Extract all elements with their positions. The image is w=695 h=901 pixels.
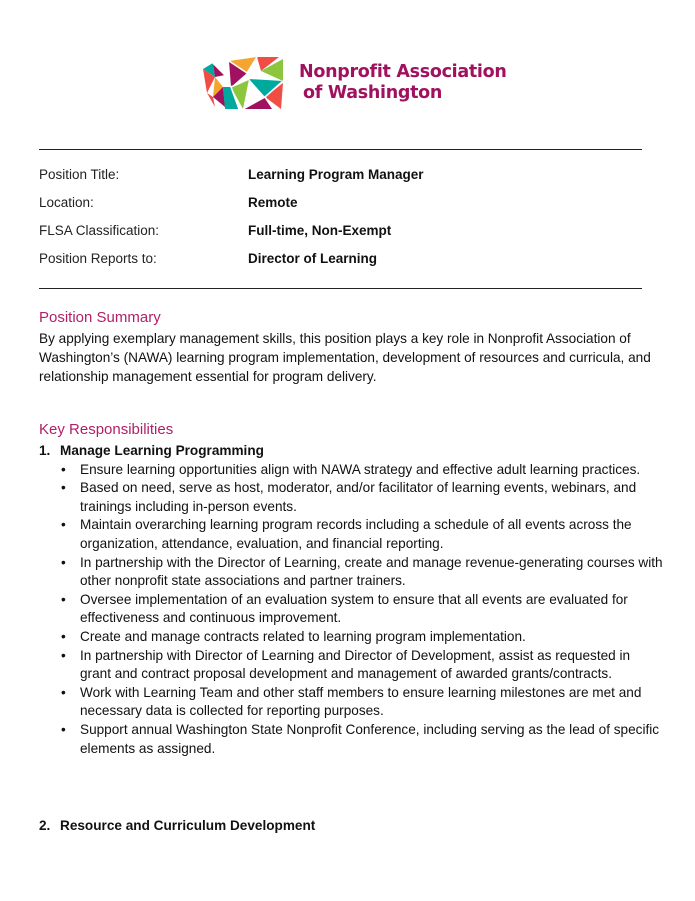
info-label: Position Title: [39, 166, 120, 182]
section-number: 2. [39, 818, 51, 833]
info-value: Full-time, Non-Exempt [248, 222, 392, 238]
info-row-flsa [39, 216, 642, 244]
organization-name-line1: Nonprofit Association [299, 62, 507, 82]
info-row-location [39, 188, 642, 216]
info-label: FLSA Classification: [39, 222, 160, 238]
position-summary-text: By applying exemplary management skills, this position plays a key role in Nonprofit Association of Washington’s (NAWA) learning program implementation, development of resources and curricula, and relationship management essential for program delivery. [39, 331, 651, 384]
section-number: 1. [39, 443, 51, 458]
list-item: • Based on need, serve as host, moderator, and/or facilitator of learning events, webinars, and trainings including in-person events. [61, 479, 664, 516]
responsibility-heading [39, 442, 664, 461]
responsibilities-list [39, 442, 664, 758]
bullet-list [39, 461, 664, 759]
list-item: • Maintain overarching learning program records including a schedule of all events across the organization, attendance, evaluation, and financial reporting. [61, 516, 664, 553]
responsibility-section-2 [39, 817, 664, 836]
organization-name [299, 62, 507, 104]
list-item: • Create and manage contracts related to learning program implementation. [61, 628, 664, 647]
position-info-table [39, 160, 642, 272]
list-item: • Ensure learning opportunities align with NAWA strategy and effective adult learning practices. [61, 461, 664, 480]
bottom-divider [39, 288, 642, 289]
info-row-title [39, 160, 642, 188]
info-value: Director of Learning [248, 250, 378, 266]
key-responsibilities-heading: Key Responsibilities [39, 421, 174, 438]
info-value: Learning Program Manager [248, 166, 424, 182]
list-item: • Oversee implementation of an evaluation system to ensure that all events are evaluated for effectiveness and continuous improvement. [61, 591, 664, 628]
list-item: • In partnership with the Director of Learning, create and manage revenue-generating courses with other nonprofit state associations and partner trainers. [61, 554, 664, 591]
info-row-reports-to [39, 244, 642, 272]
info-label: Position Reports to: [39, 250, 157, 266]
info-label: Location: [39, 194, 94, 210]
section-heading: Manage Learning Programming [60, 443, 264, 458]
washington-mosaic-icon [203, 57, 287, 109]
organization-name-line2: of Washington [303, 83, 443, 103]
nawa-logo [203, 57, 507, 109]
position-summary-heading: Position Summary [39, 309, 161, 326]
info-value: Remote [248, 194, 298, 210]
list-item: • In partnership with Director of Learning and Director of Development, assist as requested in grant and contract proposal development and management of awarded grants/contracts. [61, 647, 664, 684]
top-divider [39, 149, 642, 150]
section-heading: Resource and Curriculum Development [60, 818, 316, 833]
responsibility-heading [39, 817, 664, 836]
list-item: • Work with Learning Team and other staff members to ensure learning milestones are met and necessary data is collected for reporting purposes. [61, 684, 664, 721]
list-item: • Support annual Washington State Nonprofit Conference, including serving as the lead of specific elements as assigned. [61, 721, 664, 758]
